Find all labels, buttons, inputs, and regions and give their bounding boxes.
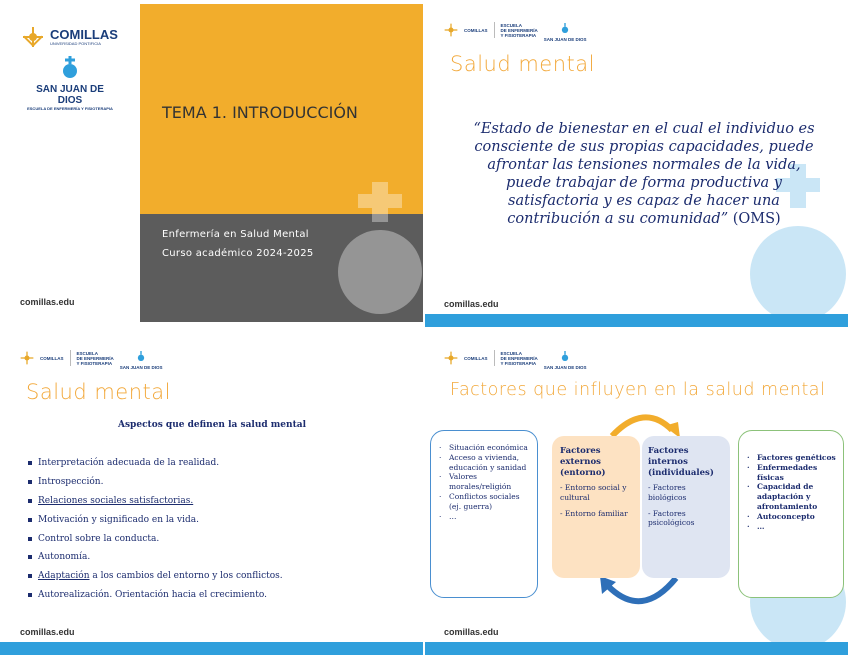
internal-factors-title: Factores internos (individuales) [648,446,714,478]
bullet-icon: · [439,491,442,501]
external-factors-list-box [430,430,538,598]
quote-text: “Estado de bienestar en el cual el individuo es consciente de sus propias capacidades, puede afrontar las tensiones normales de la vida, puede trabajar de forma productiva y satisfactoria y es capaz de hacer una contribución a su comunidad” [473,121,815,227]
header-logo [20,346,163,370]
bullet-icon: · [439,452,442,462]
pomegranate-icon [60,56,80,78]
bullet-icon [28,461,32,465]
bullet-icon: · [439,472,442,482]
slide-heading: Salud mental [450,52,595,76]
aspect-item [28,529,283,548]
logo-separator [70,350,71,366]
internal-factors-box [642,436,730,578]
external-factor-item: - Entorno familiar [560,508,628,518]
comillas-emblem-icon [22,26,44,48]
header-logo [444,346,587,370]
slide-heading: Factores que influyen en la salud mental [450,380,826,400]
logo-separator [494,22,495,38]
external-factor-list-item: · Situación económica [439,443,528,452]
who-definition-quote [464,120,824,228]
internal-factor-list-item: · … [747,521,765,531]
aspect-item-underlined: Relaciones sociales satisfactorias. [38,495,194,506]
cycle-arrow-bottom-icon [596,574,686,612]
comillas-emblem-icon [444,351,458,365]
footer-bar [0,642,424,655]
bullet-icon: · [747,482,750,492]
pomegranate-icon [136,351,146,361]
header-logo-comillas: COMILLAS [40,355,64,361]
header-logo-sjd: SAN JUAN DE DIOS [543,365,587,370]
header-logo-school: ESCUELA DE ENFERMERÍA Y FISIOTERAPIA [500,22,538,38]
bullet-icon: · [439,443,442,452]
sjd-logo-subtext: ESCUELA DE ENFERMERÍA Y FISIOTERAPIA [27,106,113,111]
internal-factor-item: - Factores psicológicos [648,508,695,528]
bullet-icon [28,537,32,541]
external-factor-item: - Entorno social y cultural [560,483,627,502]
aspect-item [28,548,283,567]
comillas-logo-text: COMILLAS [50,27,118,42]
aspects-list [28,454,283,604]
bullet-icon [28,555,32,559]
aspect-item-text: a los cambios del entorno y los conflictos. [89,571,283,582]
quote-source: (OMS) [732,211,781,227]
slide-title [0,0,424,327]
aspect-item-text: Control sobre la conducta. [38,533,160,544]
header-logo-sjd: SAN JUAN DE DIOS [543,37,587,42]
bullet-icon: · [747,511,750,521]
bullet-icon: · [747,521,750,531]
internal-factors-list-box [738,430,844,598]
bullet-icon [28,518,32,522]
comillas-logo-subtext: UNIVERSIDAD PONTIFICIA [50,41,101,46]
footer-url: comillas.edu [20,297,75,307]
course-name: Enfermería en Salud Mental [162,229,309,240]
aspect-item [28,567,283,586]
comillas-logo [22,26,118,48]
slide-heading: Salud mental [26,380,171,404]
pomegranate-icon [560,23,570,33]
footer-bar [424,642,848,655]
bullet-icon [28,574,32,578]
aspect-item-text: Autorealización. Orientación hacia el crecimiento. [38,589,267,600]
internal-factor-item: - Factores biológicos [648,483,687,502]
external-factor-list-item: · Conflictos sociales (ej. guerra) [439,491,520,511]
external-factor-list-item: · Acceso a vivienda, educación y sanidad [439,452,527,472]
aspect-item-text: Introspección. [38,477,104,488]
sjd-logo-text: SAN JUAN DE DIOS [36,84,104,106]
pomegranate-watermark-icon [330,182,424,322]
comillas-emblem-icon [20,351,34,365]
comillas-emblem-icon [444,23,458,37]
aspect-item [28,510,283,529]
aspects-subtitle: Aspectos que definen la salud mental [118,420,306,430]
header-logo-comillas: COMILLAS [464,27,488,33]
footer-url: comillas.edu [444,627,499,637]
bullet-icon: · [747,462,750,472]
header-logo [444,18,587,42]
bullet-icon [28,593,32,597]
cycle-arrow-top-icon [604,408,684,438]
external-factor-list-item: · … [439,511,457,521]
slide-factors [424,328,848,655]
header-logo-sjd: SAN JUAN DE DIOS [119,365,163,370]
internal-factor-list-item: · Factores genéticos [747,453,836,462]
internal-factor-list-item: · Capacidad de adaptación y afrontamiento [747,482,818,511]
aspect-item-text: Autonomía. [38,552,91,563]
aspect-item [28,586,283,605]
aspect-item-underlined: Adaptación [38,571,90,582]
bullet-icon [28,499,32,503]
slide-definition [424,0,848,327]
aspect-item-text: Motivación y significado en la vida. [38,514,199,525]
internal-factor-list-item: · Enfermedades físicas [747,462,818,482]
aspect-item-text: Interpretación adecuada de la realidad. [38,458,220,469]
header-logo-comillas: COMILLAS [464,355,488,361]
academic-year: Curso académico 2024-2025 [162,248,314,259]
bullet-icon [28,480,32,484]
pomegranate-icon [560,351,570,361]
footer-bar [424,314,848,327]
bullet-icon: · [439,511,442,521]
logo-separator [494,350,495,366]
presentation-title: TEMA 1. INTRODUCCIÓN [162,103,358,122]
internal-factor-list-item: · Autoconcepto [747,511,815,521]
bullet-icon: · [747,453,750,462]
external-factors-title: Factores externos (entorno) [560,446,606,478]
slide-divider [423,0,425,655]
external-factor-list-item: · Valores morales/religión [439,472,512,492]
footer-url: comillas.edu [20,627,75,637]
external-factors-box [552,436,640,578]
aspect-item [28,454,283,473]
header-logo-school: ESCUELA DE ENFERMERÍA Y FISIOTERAPIA [76,350,114,366]
aspect-item [28,473,283,492]
slide-aspects [0,328,424,655]
sjd-logo [24,56,116,111]
aspect-item [28,492,283,511]
header-logo-school: ESCUELA DE ENFERMERÍA Y FISIOTERAPIA [500,350,538,366]
footer-url: comillas.edu [444,299,499,309]
